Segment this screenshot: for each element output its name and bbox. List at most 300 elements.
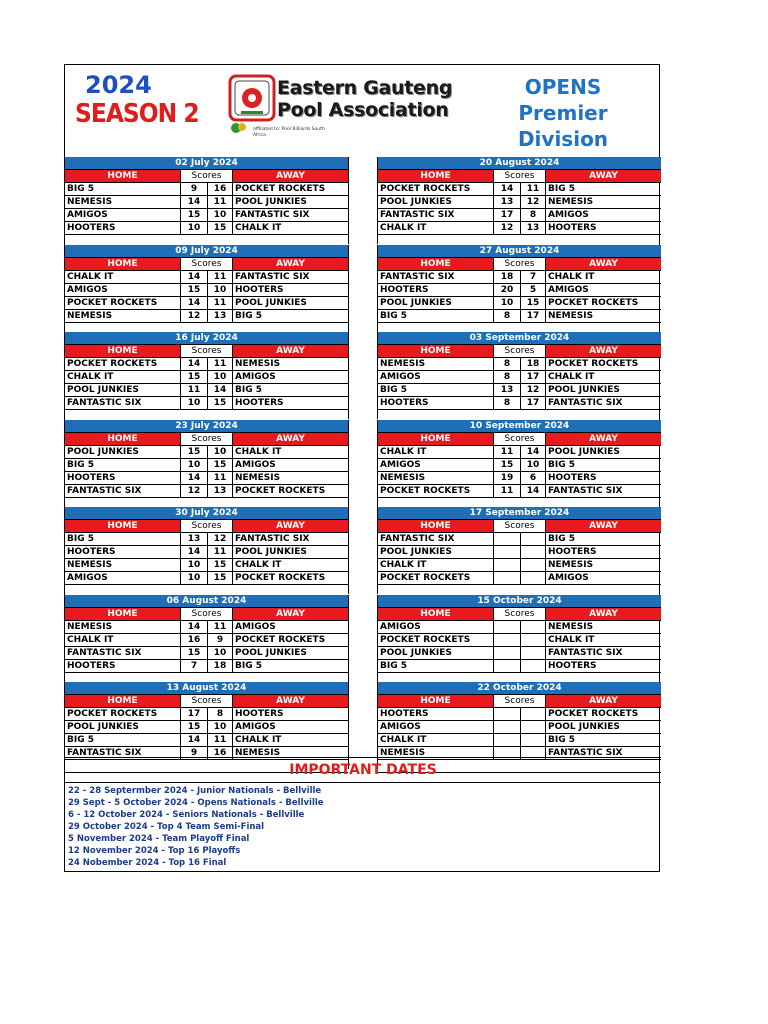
match-row: [378, 734, 661, 747]
away-score: 16: [207, 183, 233, 195]
away-score: [520, 559, 546, 571]
away-team: BIG 5: [548, 534, 575, 544]
match-row: [378, 559, 661, 572]
away-score: 13: [207, 310, 233, 322]
away-score: [520, 546, 546, 558]
home-score: 16: [180, 634, 207, 646]
home-team: CHALK IT: [380, 735, 427, 745]
home-team: BIG 5: [380, 660, 407, 671]
fixture-block: [65, 245, 348, 336]
home-score: 15: [180, 647, 207, 659]
home-score: 11: [493, 485, 520, 497]
away-team: HOOTERS: [235, 398, 284, 408]
match-row: [65, 297, 348, 310]
home-team: HOOTERS: [380, 709, 429, 719]
important-date-item: 6 - 12 October 2024 - Seniors Nationals - Bellville: [68, 810, 305, 820]
away-score: [520, 634, 546, 646]
gap-column: [348, 682, 378, 769]
home-team: POCKET ROCKETS: [380, 634, 471, 645]
away-score: 10: [520, 459, 546, 471]
away-score: 10: [207, 721, 233, 733]
fixture-block: [65, 332, 348, 423]
away-team: POOL JUNKIES: [235, 297, 307, 308]
scores-label: Scores: [180, 345, 233, 357]
match-row: [378, 647, 661, 660]
home-team: BIG 5: [380, 385, 407, 395]
away-score: 11: [207, 297, 233, 309]
away-team: POOL JUNKIES: [235, 197, 307, 207]
fixture-block: [378, 507, 661, 598]
away-team: AMIGOS: [235, 372, 276, 382]
away-team: HOOTERS: [235, 284, 284, 295]
away-score: [520, 621, 546, 633]
home-score: 19: [493, 472, 520, 484]
home-score: 8: [493, 397, 520, 409]
away-score: [520, 647, 546, 659]
away-score: 11: [207, 621, 233, 633]
home-team: NEMESIS: [67, 197, 113, 207]
match-row: [65, 310, 348, 323]
match-row: [65, 621, 348, 634]
away-team: HOOTERS: [548, 472, 597, 483]
home-score: 17: [180, 708, 207, 720]
away-team: AMIGOS: [235, 722, 276, 732]
fixture-header-row: [378, 520, 661, 533]
away-score: 12: [520, 384, 546, 396]
away-label: AWAY: [546, 695, 661, 707]
match-row: [378, 660, 661, 673]
away-team: POCKET ROCKETS: [548, 709, 639, 719]
away-score: 17: [520, 310, 546, 322]
home-score: 15: [180, 721, 207, 733]
home-label: HOME: [378, 520, 493, 532]
home-score: 8: [493, 310, 520, 322]
away-team: HOOTERS: [235, 709, 284, 719]
match-row: [378, 196, 661, 209]
home-score: [493, 634, 520, 646]
match-row: [378, 222, 661, 235]
match-row: [65, 284, 348, 297]
away-team: AMIGOS: [235, 621, 276, 632]
home-team: NEMESIS: [380, 472, 426, 483]
scores-label: Scores: [180, 258, 233, 270]
away-team: BIG 5: [548, 184, 575, 194]
home-score: 14: [180, 297, 207, 309]
home-label: HOME: [378, 608, 493, 620]
home-score: 20: [493, 284, 520, 296]
away-score: [520, 533, 546, 545]
away-label: AWAY: [233, 520, 348, 532]
home-score: 9: [180, 183, 207, 195]
away-label: AWAY: [546, 170, 661, 182]
fixture-block: [378, 157, 661, 248]
away-team: CHALK IT: [548, 271, 595, 282]
away-score: 18: [520, 358, 546, 370]
home-team: NEMESIS: [67, 560, 113, 570]
match-row: [65, 660, 348, 673]
home-team: HOOTERS: [380, 284, 429, 295]
match-row: [65, 446, 348, 459]
important-date-item: 29 October 2024 - Top 4 Team Semi-Final: [68, 822, 265, 832]
important-dates-title: IMPORTANT DATES: [65, 757, 661, 783]
home-team: FANTASTIC SIX: [67, 647, 142, 658]
fixture-header-row: [65, 345, 348, 358]
org-name-line2: Pool Association: [277, 99, 449, 121]
gap-column: [348, 420, 378, 507]
away-label: AWAY: [233, 345, 348, 357]
scores-label: Scores: [493, 170, 546, 182]
home-team: POCKET ROCKETS: [380, 184, 471, 194]
away-team: CHALK IT: [548, 634, 595, 645]
away-score: 15: [207, 572, 233, 584]
scores-label: Scores: [493, 520, 546, 532]
fixture-header-row: [65, 520, 348, 533]
away-label: AWAY: [546, 258, 661, 270]
away-score: 11: [520, 183, 546, 195]
scores-label: Scores: [180, 170, 233, 182]
away-score: 14: [520, 485, 546, 497]
away-score: 10: [207, 371, 233, 383]
home-team: POOL JUNKIES: [380, 547, 452, 557]
fixture-date: 27 August 2024: [378, 245, 661, 258]
home-score: 15: [180, 284, 207, 296]
away-score: 14: [520, 446, 546, 458]
home-team: POCKET ROCKETS: [67, 709, 158, 719]
fixture-date: 17 September 2024: [378, 507, 661, 520]
match-row: [65, 271, 348, 284]
home-score: 14: [180, 734, 207, 746]
fixture-header-row: [65, 433, 348, 446]
home-score: 10: [180, 222, 207, 234]
home-team: POOL JUNKIES: [67, 385, 139, 395]
away-team: NEMESIS: [548, 560, 594, 570]
division-line1: OPENS: [524, 75, 602, 99]
away-label: AWAY: [233, 608, 348, 620]
away-team: BIG 5: [235, 310, 262, 321]
away-team: HOOTERS: [548, 547, 597, 557]
association-logo-icon: [227, 73, 277, 123]
match-row: [65, 647, 348, 660]
home-team: HOOTERS: [67, 660, 116, 671]
home-score: 14: [180, 621, 207, 633]
away-team: BIG 5: [548, 459, 575, 470]
home-score: 10: [180, 559, 207, 571]
away-team: POOL JUNKIES: [235, 547, 307, 557]
away-score: 11: [207, 196, 233, 208]
match-row: [378, 284, 661, 297]
match-row: [378, 472, 661, 485]
home-team: HOOTERS: [380, 398, 429, 408]
away-team: NEMESIS: [548, 310, 594, 321]
away-score: 10: [207, 647, 233, 659]
away-score: 8: [520, 209, 546, 221]
org-name-line1: Eastern Gauteng: [277, 77, 453, 99]
home-score: 8: [493, 371, 520, 383]
away-label: AWAY: [233, 695, 348, 707]
home-team: CHALK IT: [380, 446, 427, 457]
home-score: 12: [180, 485, 207, 497]
scores-label: Scores: [493, 345, 546, 357]
match-row: [65, 196, 348, 209]
away-label: AWAY: [233, 433, 348, 445]
home-team: NEMESIS: [67, 621, 113, 632]
home-label: HOME: [378, 433, 493, 445]
away-team: HOOTERS: [548, 223, 597, 233]
away-label: AWAY: [546, 608, 661, 620]
scores-label: Scores: [493, 608, 546, 620]
fixture-date: 16 July 2024: [65, 332, 348, 345]
match-row: [65, 546, 348, 559]
home-team: POOL JUNKIES: [380, 197, 452, 207]
home-score: 14: [180, 196, 207, 208]
sheet-header: [65, 65, 661, 157]
scores-label: Scores: [180, 433, 233, 445]
away-team: NEMESIS: [235, 359, 281, 369]
home-label: HOME: [65, 258, 180, 270]
match-row: [65, 397, 348, 410]
match-row: [65, 708, 348, 721]
home-score: 15: [180, 371, 207, 383]
gap-column: [348, 245, 378, 332]
away-team: FANTASTIC SIX: [235, 210, 310, 220]
match-row: [65, 559, 348, 572]
away-team: POCKET ROCKETS: [548, 359, 639, 369]
match-row: [378, 358, 661, 371]
home-team: HOOTERS: [67, 547, 116, 557]
fixture-block: [65, 157, 348, 248]
home-score: 15: [180, 446, 207, 458]
away-score: 17: [520, 371, 546, 383]
match-row: [378, 271, 661, 284]
fixture-sheet: [64, 64, 660, 872]
home-team: POOL JUNKIES: [380, 647, 452, 658]
scores-label: Scores: [493, 433, 546, 445]
away-team: BIG 5: [235, 385, 262, 395]
match-row: [378, 721, 661, 734]
home-team: POCKET ROCKETS: [67, 359, 158, 369]
home-score: [493, 546, 520, 558]
fixture-date: 03 September 2024: [378, 332, 661, 345]
home-label: HOME: [65, 608, 180, 620]
away-team: FANTASTIC SIX: [548, 647, 623, 658]
fixture-header-row: [378, 433, 661, 446]
away-team: POCKET ROCKETS: [548, 297, 639, 308]
home-label: HOME: [378, 345, 493, 357]
home-score: 14: [180, 271, 207, 283]
away-score: [520, 734, 546, 746]
home-label: HOME: [65, 345, 180, 357]
away-team: CHALK IT: [548, 372, 595, 382]
home-score: 13: [493, 196, 520, 208]
home-team: CHALK IT: [67, 271, 114, 282]
important-date-item: 29 Sept - 5 October 2024 - Opens Nationals - Bellville: [68, 798, 324, 808]
scores-label: Scores: [180, 695, 233, 707]
scores-label: Scores: [180, 520, 233, 532]
home-score: 12: [180, 310, 207, 322]
match-row: [65, 472, 348, 485]
fixture-date: 22 October 2024: [378, 682, 661, 695]
match-row: [378, 310, 661, 323]
away-team: POCKET ROCKETS: [235, 634, 326, 645]
home-team: FANTASTIC SIX: [380, 271, 455, 282]
fixture-date: 20 August 2024: [378, 157, 661, 170]
home-score: 10: [180, 459, 207, 471]
away-score: 7: [520, 271, 546, 283]
home-team: BIG 5: [67, 459, 94, 470]
home-label: HOME: [378, 258, 493, 270]
away-label: AWAY: [546, 520, 661, 532]
home-team: BIG 5: [67, 735, 94, 745]
home-score: 14: [180, 546, 207, 558]
fixture-block: [65, 420, 348, 511]
home-team: FANTASTIC SIX: [380, 210, 455, 220]
home-team: CHALK IT: [380, 223, 427, 233]
away-score: 11: [207, 734, 233, 746]
match-row: [378, 183, 661, 196]
home-score: 17: [493, 209, 520, 221]
fixture-header-row: [378, 345, 661, 358]
away-label: AWAY: [233, 170, 348, 182]
away-score: 6: [520, 472, 546, 484]
match-row: [65, 533, 348, 546]
home-team: AMIGOS: [380, 372, 421, 382]
home-label: HOME: [65, 170, 180, 182]
away-score: 8: [207, 708, 233, 720]
scores-label: Scores: [180, 608, 233, 620]
home-score: 10: [180, 397, 207, 409]
home-team: FANTASTIC SIX: [67, 748, 142, 758]
away-score: 13: [207, 485, 233, 497]
home-team: POCKET ROCKETS: [67, 297, 158, 308]
home-label: HOME: [378, 170, 493, 182]
away-score: 9: [207, 634, 233, 646]
match-row: [65, 459, 348, 472]
match-row: [378, 209, 661, 222]
match-row: [378, 533, 661, 546]
away-score: 17: [520, 397, 546, 409]
home-team: AMIGOS: [380, 459, 421, 470]
season-title: SEASON 2: [75, 99, 199, 129]
away-score: 15: [207, 559, 233, 571]
fixture-date: 09 July 2024: [65, 245, 348, 258]
home-score: 13: [493, 384, 520, 396]
home-team: AMIGOS: [67, 210, 108, 220]
scores-label: Scores: [493, 695, 546, 707]
fixture-block: [378, 420, 661, 511]
home-label: HOME: [65, 695, 180, 707]
away-team: CHALK IT: [235, 446, 282, 457]
away-score: 16: [207, 747, 233, 759]
home-team: BIG 5: [67, 534, 94, 544]
away-team: BIG 5: [235, 660, 262, 671]
away-score: 5: [520, 284, 546, 296]
home-score: 15: [493, 459, 520, 471]
away-team: CHALK IT: [235, 560, 282, 570]
fixture-block: [65, 595, 348, 686]
match-row: [65, 183, 348, 196]
match-row: [65, 734, 348, 747]
away-team: FANTASTIC SIX: [548, 398, 623, 408]
fixture-header-row: [378, 258, 661, 271]
fixture-date: 02 July 2024: [65, 157, 348, 170]
home-label: HOME: [65, 520, 180, 532]
fixture-header-row: [378, 695, 661, 708]
home-team: AMIGOS: [380, 722, 421, 732]
home-score: 14: [180, 358, 207, 370]
home-score: [493, 734, 520, 746]
home-team: BIG 5: [67, 184, 94, 194]
match-row: [378, 546, 661, 559]
home-team: FANTASTIC SIX: [380, 534, 455, 544]
important-date-item: 22 - 28 Septermber 2024 - Junior Nationals - Bellville: [68, 786, 322, 796]
away-team: NEMESIS: [235, 748, 281, 758]
away-team: FANTASTIC SIX: [548, 748, 623, 758]
match-row: [378, 446, 661, 459]
match-row: [378, 621, 661, 634]
home-score: 9: [180, 747, 207, 759]
important-date-item: 12 November 2024 - Top 16 Playoffs: [68, 846, 241, 856]
away-label: AWAY: [546, 345, 661, 357]
year: 2024: [85, 71, 152, 99]
away-team: NEMESIS: [548, 197, 594, 207]
home-team: AMIGOS: [67, 284, 108, 295]
home-score: [493, 708, 520, 720]
match-row: [65, 371, 348, 384]
match-row: [65, 358, 348, 371]
fixture-header-row: [378, 608, 661, 621]
away-team: POOL JUNKIES: [548, 446, 620, 457]
away-team: POCKET ROCKETS: [235, 485, 326, 496]
home-team: HOOTERS: [67, 472, 116, 483]
away-score: 15: [207, 459, 233, 471]
division-line2: Premier: [518, 101, 608, 125]
home-team: CHALK IT: [380, 560, 427, 570]
home-score: [493, 572, 520, 584]
away-team: AMIGOS: [548, 210, 589, 220]
home-team: POCKET ROCKETS: [380, 573, 471, 583]
home-score: [493, 621, 520, 633]
match-row: [378, 459, 661, 472]
home-score: [493, 660, 520, 672]
match-row: [378, 708, 661, 721]
away-score: 15: [207, 397, 233, 409]
away-team: CHALK IT: [235, 223, 282, 233]
division-line3: Division: [517, 127, 609, 151]
away-team: POOL JUNKIES: [235, 647, 307, 658]
away-score: 10: [207, 284, 233, 296]
away-team: POCKET ROCKETS: [235, 184, 326, 194]
important-dates-list: [68, 785, 324, 869]
away-score: 12: [207, 533, 233, 545]
away-score: 11: [207, 358, 233, 370]
home-score: 18: [493, 271, 520, 283]
home-team: NEMESIS: [380, 359, 426, 369]
match-row: [65, 572, 348, 585]
away-team: AMIGOS: [548, 573, 589, 583]
gap-column: [348, 332, 378, 419]
away-score: 12: [520, 196, 546, 208]
home-score: 11: [180, 384, 207, 396]
away-score: 15: [207, 222, 233, 234]
home-team: POOL JUNKIES: [67, 722, 139, 732]
fixture-block: [378, 595, 661, 686]
away-team: NEMESIS: [548, 621, 594, 632]
home-score: 12: [493, 222, 520, 234]
away-team: BIG 5: [548, 735, 575, 745]
fixture-date: 13 August 2024: [65, 682, 348, 695]
fixture-header-row: [65, 170, 348, 183]
away-team: FANTASTIC SIX: [548, 485, 623, 496]
